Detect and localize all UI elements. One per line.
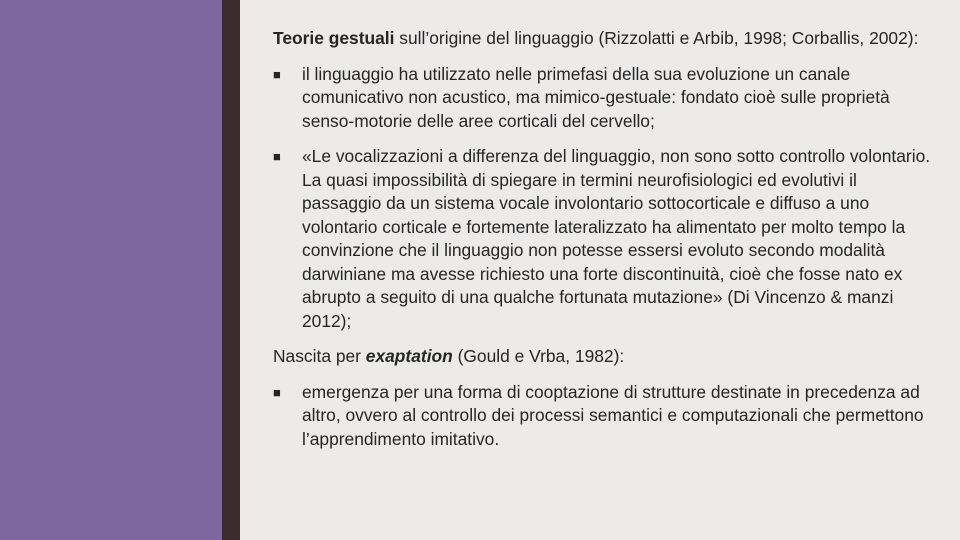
- square-bullet-icon: ■: [273, 66, 281, 82]
- section2-heading: [273, 345, 938, 369]
- list-item: [273, 381, 938, 452]
- section1-heading-text: sull’origine del linguaggio (Rizzolatti e Arbib, 1998; Corballis, 2002):: [394, 28, 919, 48]
- section2-heading-emphasis: exaptation: [365, 346, 453, 366]
- list-item-text: «Le vocalizzazioni a differenza del linguaggio, non sono sotto controllo volontario. La quasi impossibilità di spiegare in termini neurofisiologici ed evolutivi il passaggio da un sistema vocale involontario sottocorticale e diffuso a uno volontario corticale e fortemente lateralizzato ha alimentato per molto tempo la convinzione che il linguaggio non potesse essersi evoluto secondo modalità darwiniane ma avesse richiesto una forte discontinuità, cioè che fosse nato ex abrupto a seguito di una qualche fortunata mutazione» (Di Vincenzo & manzi 2012);: [302, 146, 931, 331]
- square-bullet-icon: ■: [273, 149, 281, 164]
- section2-heading-text: (Gould e Vrba, 1982):: [452, 346, 625, 366]
- left-dark-strip: [222, 0, 240, 540]
- section1-heading: [273, 27, 938, 51]
- section2-heading-prefix: Nascita per: [273, 346, 366, 366]
- left-decorative-band: [0, 0, 222, 540]
- list-item-text: emergenza per una forma di cooptazione di strutture destinate in precedenza ad altro, ovvero al controllo dei processi semantici e computazionali che permettono l’apprendimento imitativo.: [302, 381, 924, 449]
- section1-heading-bold: Teorie gestuali: [273, 28, 395, 48]
- list-item: [273, 145, 938, 333]
- list-item-text: il linguaggio ha utilizzato nelle primefasi della sua evoluzione un canale comunicativo non acustico, ma mimico-gestuale: fondato cioè sulle proprietà senso-motorie delle aree corticali del cervello;: [302, 63, 890, 131]
- square-bullet-icon: ■: [273, 384, 281, 400]
- slide-content: [273, 27, 938, 463]
- list-item: [273, 63, 938, 134]
